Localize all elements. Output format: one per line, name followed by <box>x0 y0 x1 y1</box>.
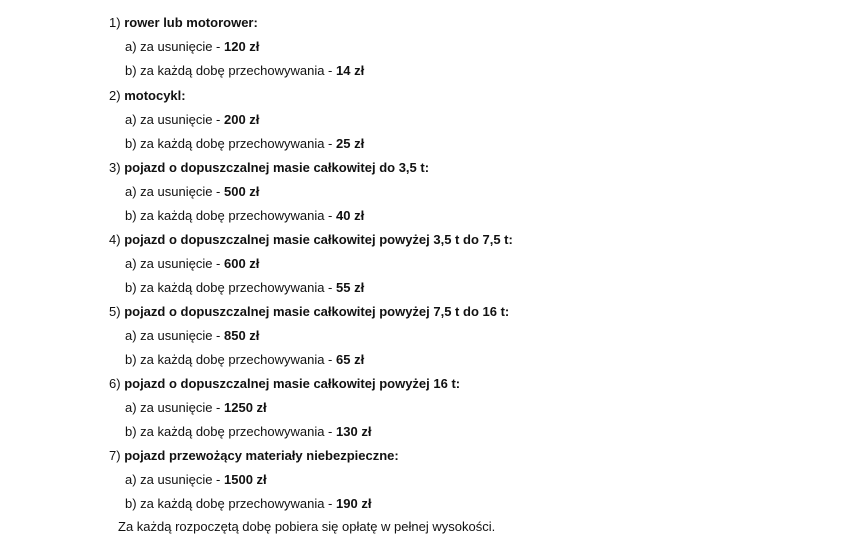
item-number: 2) <box>109 88 121 103</box>
item-6-removal-fee <box>125 400 267 416</box>
fee-label: a) za usunięcie - <box>125 400 224 415</box>
item-title: pojazd przewożący materiały niebezpieczne: <box>124 448 399 463</box>
item-title: pojazd o dopuszczalnej masie całkowitej do 3,5 t: <box>124 160 430 175</box>
item-3-storage-fee <box>125 208 364 224</box>
fee-value: 600 zł <box>224 256 260 271</box>
item-3-removal-fee <box>125 184 259 200</box>
fee-value: 55 zł <box>336 280 365 295</box>
item-2-storage-fee <box>125 136 364 152</box>
item-4-storage-fee <box>125 280 364 296</box>
item-1-removal-fee <box>125 39 259 55</box>
item-title: pojazd o dopuszczalnej masie całkowitej powyżej 16 t: <box>124 376 461 391</box>
item-3-heading <box>109 160 429 176</box>
fee-label: a) za usunięcie - <box>125 39 224 54</box>
item-title: motocykl: <box>124 88 186 103</box>
fee-label: a) za usunięcie - <box>125 184 224 199</box>
item-2-heading <box>109 88 186 104</box>
item-7-heading <box>109 448 399 464</box>
item-title: rower lub motorower: <box>124 15 258 30</box>
fee-value: 190 zł <box>336 496 372 511</box>
fee-value: 1250 zł <box>224 400 267 415</box>
fee-label: b) za każdą dobę przechowywania - <box>125 280 337 295</box>
fee-value: 14 zł <box>336 63 365 78</box>
item-number: 4) <box>109 232 121 247</box>
fee-label: b) za każdą dobę przechowywania - <box>125 352 337 367</box>
item-7-removal-fee <box>125 472 267 488</box>
item-4-removal-fee <box>125 256 259 272</box>
fee-value: 65 zł <box>336 352 365 367</box>
fee-value: 130 zł <box>336 424 372 439</box>
item-number: 5) <box>109 304 121 319</box>
item-5-heading <box>109 304 509 320</box>
fee-label: a) za usunięcie - <box>125 328 224 343</box>
item-number: 3) <box>109 160 121 175</box>
item-2-removal-fee <box>125 112 259 128</box>
fee-value: 500 zł <box>224 184 260 199</box>
fee-label: a) za usunięcie - <box>125 112 224 127</box>
footer-note: Za każdą rozpoczętą dobę pobiera się opłatę w pełnej wysokości. <box>118 519 496 534</box>
fee-value: 40 zł <box>336 208 365 223</box>
fee-label: b) za każdą dobę przechowywania - <box>125 63 337 78</box>
fee-label: b) za każdą dobę przechowywania - <box>125 208 337 223</box>
item-title: pojazd o dopuszczalnej masie całkowitej powyżej 3,5 t do 7,5 t: <box>124 232 513 247</box>
item-1-storage-fee <box>125 63 364 79</box>
item-5-removal-fee <box>125 328 259 344</box>
fee-label: a) za usunięcie - <box>125 256 224 271</box>
fee-value: 850 zł <box>224 328 260 343</box>
fee-label: b) za każdą dobę przechowywania - <box>125 496 337 511</box>
item-1-heading <box>109 15 258 31</box>
item-7-storage-fee <box>125 496 371 512</box>
fee-label: b) za każdą dobę przechowywania - <box>125 424 337 439</box>
item-number: 7) <box>109 448 121 463</box>
item-6-storage-fee <box>125 424 371 440</box>
item-title: pojazd o dopuszczalnej masie całkowitej powyżej 7,5 t do 16 t: <box>124 304 510 319</box>
item-6-heading <box>109 376 460 392</box>
fee-value: 200 zł <box>224 112 260 127</box>
item-4-heading <box>109 232 513 248</box>
fee-value: 120 zł <box>224 39 260 54</box>
item-5-storage-fee <box>125 352 364 368</box>
fee-value: 1500 zł <box>224 472 267 487</box>
fee-label: a) za usunięcie - <box>125 472 224 487</box>
item-number: 6) <box>109 376 121 391</box>
fee-label: b) za każdą dobę przechowywania - <box>125 136 337 151</box>
fee-value: 25 zł <box>336 136 365 151</box>
item-number: 1) <box>109 15 121 30</box>
